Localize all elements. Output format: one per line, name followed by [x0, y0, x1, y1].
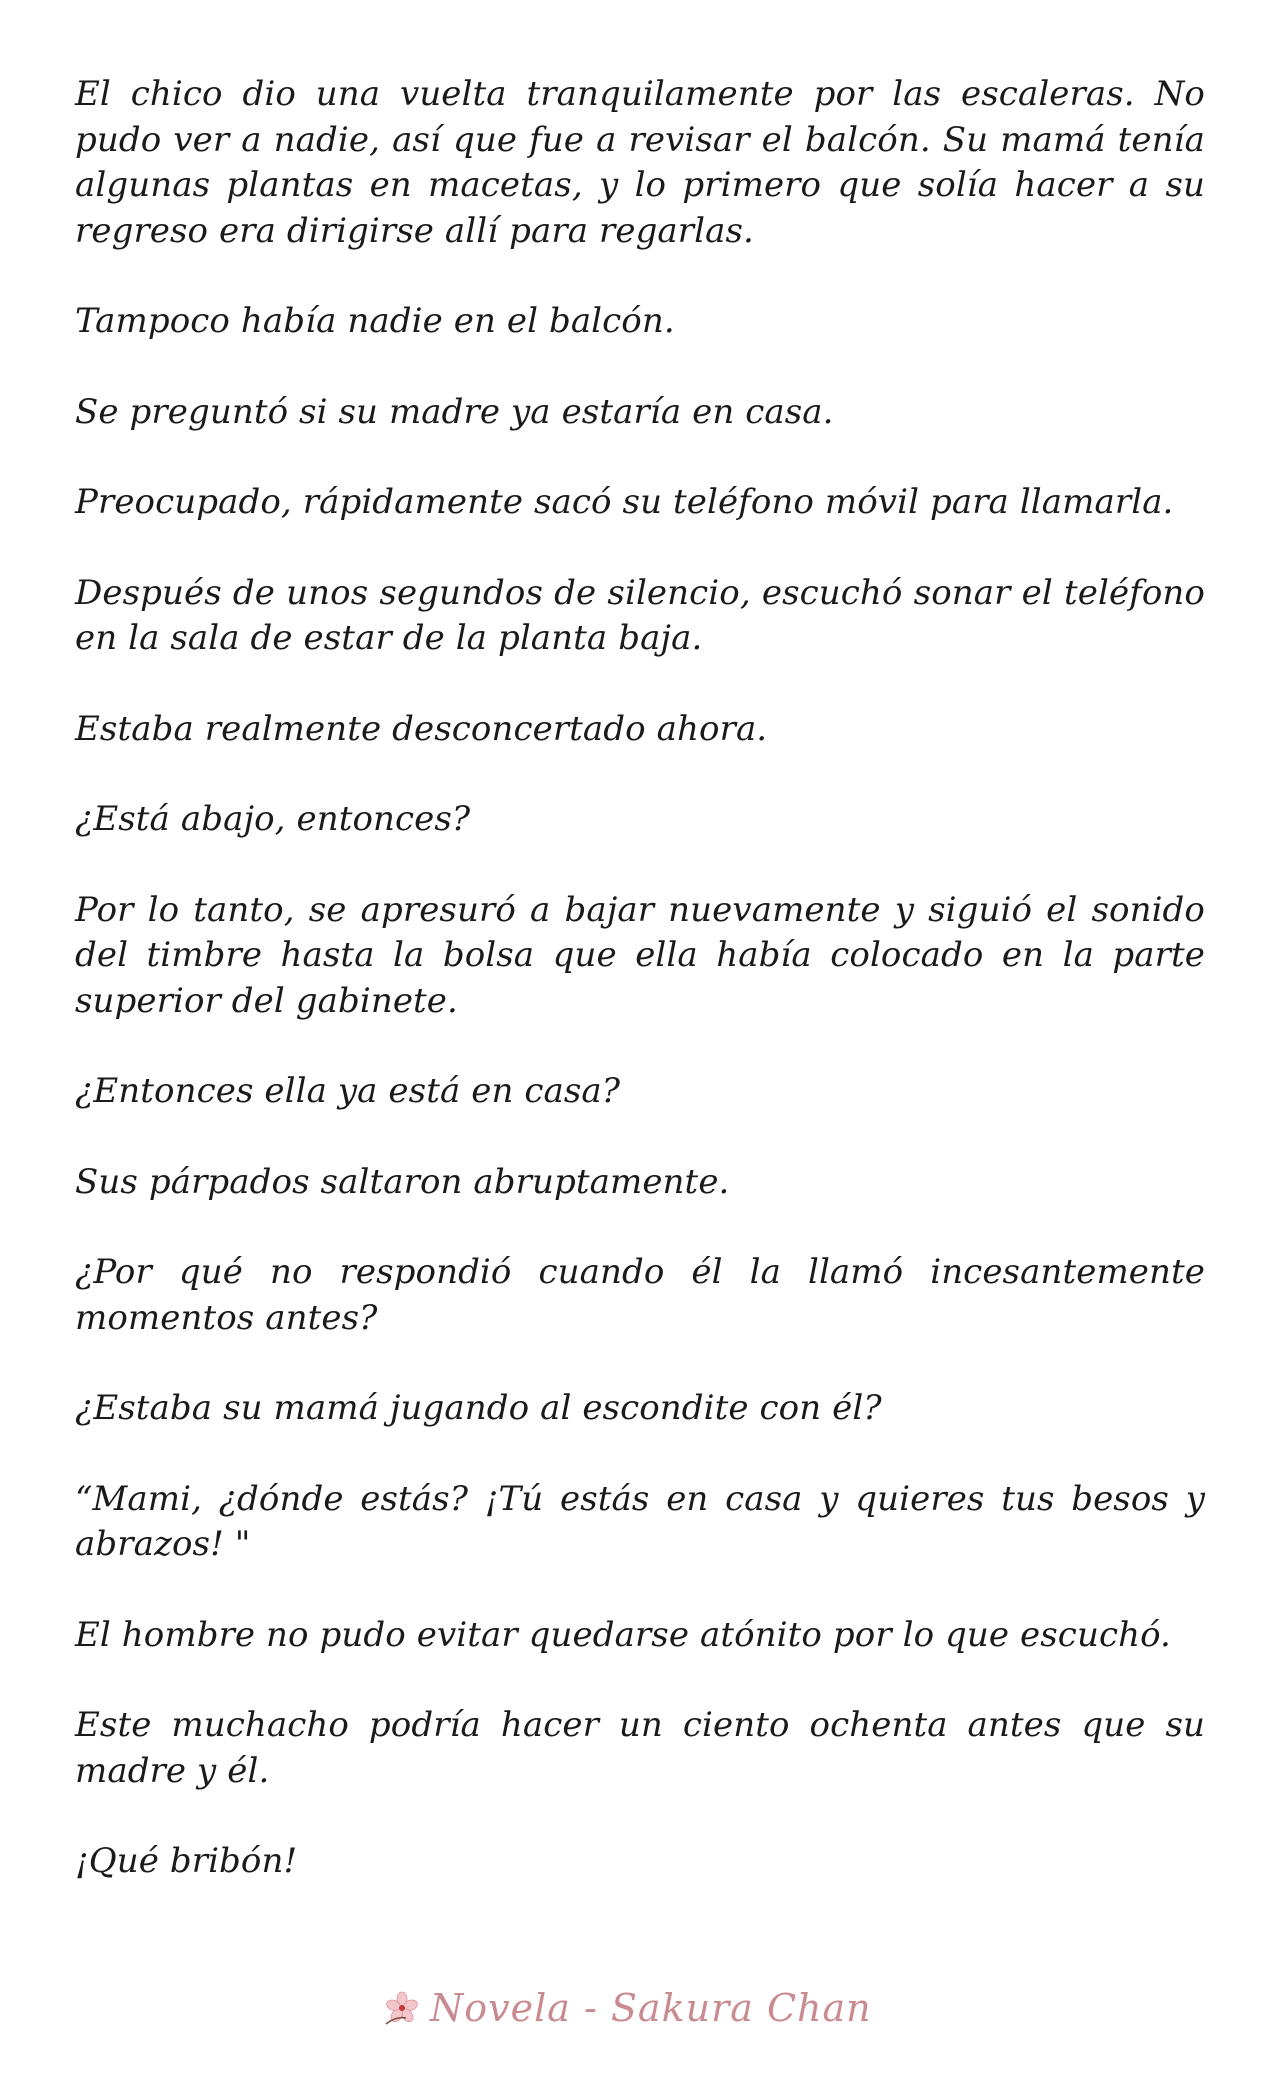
paragraph-7: ¿Está abajo, entonces? — [75, 799, 471, 839]
paragraph-12: ¿Estaba su mamá jugando al escondite con él? — [75, 1388, 882, 1428]
paragraph-4: Preocupado, rápidamente sacó su teléfono móvil para llamarla. — [75, 482, 1174, 522]
paragraph-3: Se preguntó si su madre ya estaría en casa. — [75, 391, 834, 432]
paragraph-11: ¿Por qué no respondió cuando él la llamó incesantemente momentos antes? — [75, 1252, 1205, 1338]
paragraph-2: Tampoco había nadie en el balcón. — [75, 301, 675, 341]
paragraph-14: El hombre no pudo evitar quedarse atónito por lo que escuchó. — [75, 1614, 1171, 1655]
document-body — [75, 72, 1205, 1930]
sakura-blossom-icon — [382, 1988, 422, 2028]
paragraph-8: Por lo tanto, se apresuró a bajar nuevamente y siguió el sonido del timbre hasta la bolsa que ella había colocado en la parte superior del gabinete. — [75, 889, 1205, 1021]
paragraph-5: Después de unos segundos de silencio, escuchó sonar el teléfono en la sala de estar de la planta baja. — [75, 572, 1205, 658]
paragraph-6: Estaba realmente desconcertado ahora. — [75, 708, 768, 749]
watermark-text: Novela - Sakura Chan — [430, 1986, 872, 2030]
paragraph-10: Sus párpados saltaron abruptamente. — [75, 1161, 730, 1202]
paragraph-13: “Mami, ¿dónde estás? ¡Tú estás en casa y quieres tus besos y abrazos! " — [75, 1478, 1205, 1564]
paragraph-9: ¿Entonces ella ya está en casa? — [75, 1071, 621, 1111]
paragraph-1: El chico dio una vuelta tranquilamente por las escaleras. No pudo ver a nadie, así que fue a revisar el balcón. Su mamá tenía algunas plantas en macetas, y lo primero que solía hacer a su regreso era dirigirse allí para regarlas. — [75, 74, 1205, 251]
paragraph-15: Este muchacho podría hacer un ciento ochenta antes que su madre y él. — [75, 1705, 1205, 1791]
watermark — [382, 1986, 872, 2030]
paragraph-16: ¡Qué bribón! — [75, 1841, 298, 1881]
